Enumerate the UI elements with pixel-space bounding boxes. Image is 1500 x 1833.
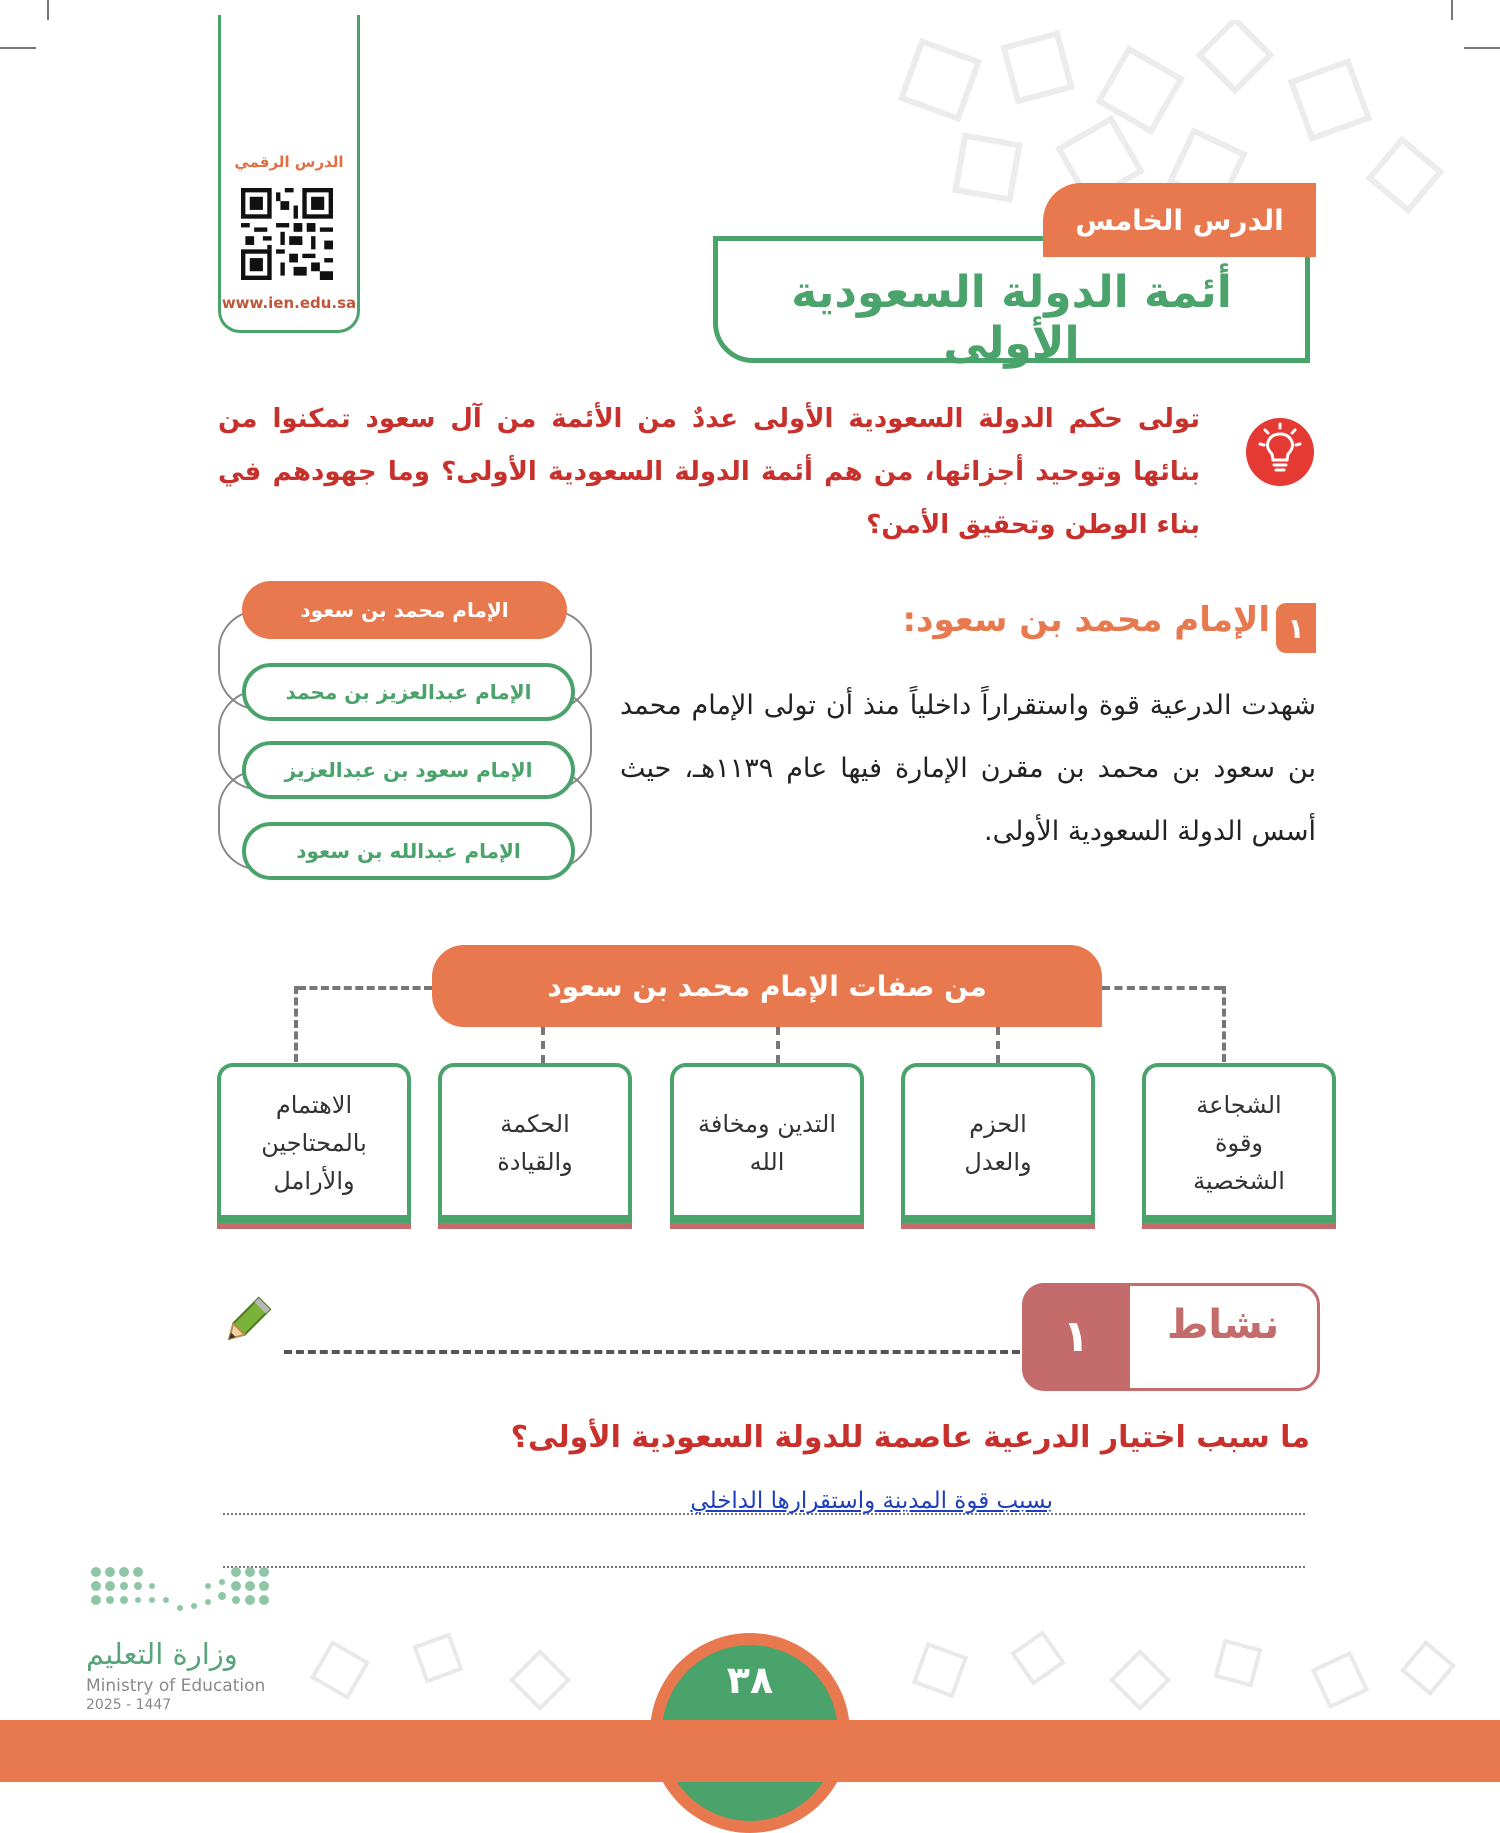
footer-bar — [0, 1720, 1500, 1782]
trait-card — [670, 1063, 864, 1219]
ministry-logo-icon — [86, 1562, 276, 1632]
imam-item: الإمام عبدالعزيز بن محمد — [242, 663, 575, 721]
trait-text: الاهتمام بالمحتاجين والأرامل — [261, 1091, 367, 1195]
trait-card-base — [901, 1215, 1095, 1229]
connector-line — [298, 986, 432, 990]
trait-text: الحزم والعدل — [964, 1110, 1032, 1176]
section-title: الإمام محمد بن سعود: — [902, 600, 1270, 640]
lesson-number-tag: الدرس الخامس — [1043, 183, 1316, 257]
trait-card — [1142, 1063, 1336, 1219]
ministry-name-en: Ministry of Education — [86, 1676, 266, 1696]
connector-line — [996, 1027, 1000, 1063]
digital-lesson-url[interactable]: www.ien.edu.sa — [221, 294, 357, 312]
intro-paragraph: تولى حكم الدولة السعودية الأولى عددٌ من الأئمة من آل سعود تمكنوا من بنائها وتوحيد أجزائها، من هم أئمة الدولة السعودية الأولى؟ وما جهودهم في بناء الوطن وتحقيق الأمن؟ — [218, 404, 1200, 540]
digital-lesson-label: الدرس الرقمي — [234, 153, 344, 171]
ministry-year: 2025 - 1447 — [86, 1697, 172, 1713]
traits-title: من صفات الإمام محمد بن سعود — [432, 945, 1102, 1027]
crop-mark — [0, 47, 36, 49]
crop-mark — [1464, 47, 1500, 49]
connector-line — [294, 986, 298, 1062]
activity-number: ١ — [1022, 1283, 1130, 1389]
section-number: ١ — [1276, 603, 1316, 653]
crop-mark — [47, 0, 49, 20]
crop-mark — [1451, 0, 1453, 20]
trait-card-base — [217, 1215, 411, 1229]
trait-text: الشجاعة وقوة الشخصية — [1193, 1091, 1285, 1195]
trait-card — [438, 1063, 632, 1219]
trait-card-base — [1142, 1215, 1336, 1229]
imam-item: الإمام عبدالله بن سعود — [242, 822, 575, 880]
connector-line — [541, 1027, 545, 1063]
trait-card — [217, 1063, 411, 1219]
qr-code-icon[interactable] — [241, 188, 333, 280]
imam-item: الإمام محمد بن سعود — [242, 581, 567, 639]
trait-card-base — [670, 1215, 864, 1229]
activity-label: نشاط — [1166, 1302, 1280, 1348]
trait-card-base — [438, 1215, 632, 1229]
answer-line[interactable] — [223, 1566, 1305, 1568]
connector-line — [776, 1027, 780, 1063]
pencil-icon — [218, 1294, 274, 1350]
lightbulb-icon — [1246, 418, 1314, 486]
lesson-title: أئمة الدولة السعودية الأولى — [791, 267, 1232, 369]
trait-card — [901, 1063, 1095, 1219]
digital-lesson-tab[interactable] — [218, 15, 360, 333]
connector-line — [1222, 986, 1226, 1062]
activity-answer[interactable]: بسبب قوة المدينة واستقرارها الداخلي — [690, 1488, 1053, 1514]
activity-dashed-line — [284, 1350, 1020, 1354]
ministry-name-ar: وزارة التعليم — [86, 1637, 238, 1671]
trait-text: الحكمة والقيادة — [497, 1110, 573, 1176]
background-pattern — [300, 1620, 1480, 1720]
connector-line — [1102, 986, 1222, 990]
imam-item: الإمام سعود بن عبدالعزيز — [242, 741, 575, 799]
page-number: ٣٨ — [726, 1658, 774, 1702]
section-body: شهدت الدرعية قوة واستقراراً داخلياً منذ أن تولى الإمام محمد بن سعود بن محمد بن مقرن الإمارة فيها عام ١١٣٩هـ، حيث أسس الدولة السعودية الأولى. — [620, 690, 1316, 847]
trait-text: التدين ومخافة الله — [698, 1110, 836, 1176]
activity-question: ما سبب اختيار الدرعية عاصمة للدولة السعودية الأولى؟ — [510, 1420, 1310, 1455]
